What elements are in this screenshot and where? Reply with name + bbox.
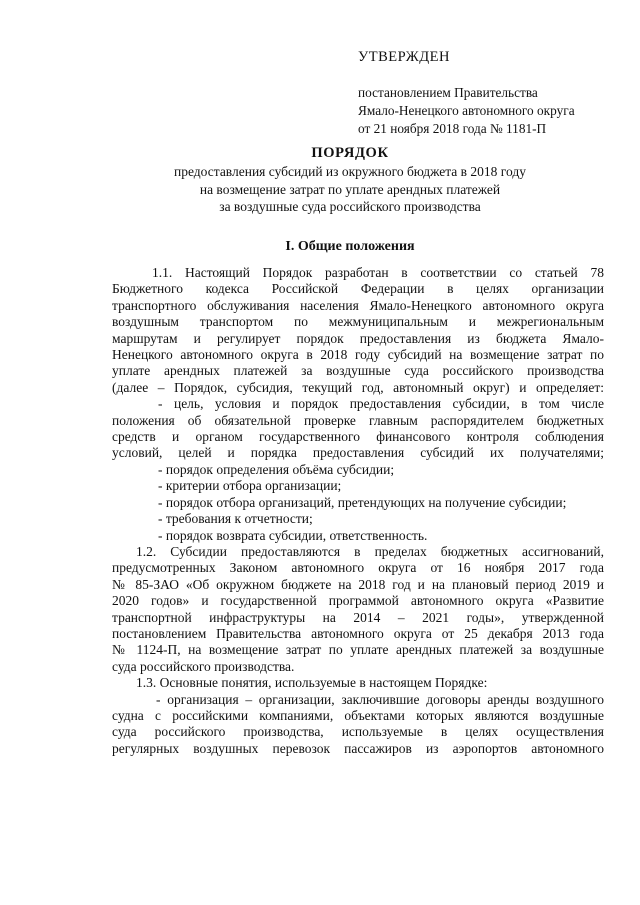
- paragraph-line: уплате арендных платежей за воздушные суда российского производства: [112, 363, 604, 379]
- paragraph-line: 1.3. Основные понятия, используемые в настоящем Порядке:: [136, 675, 488, 691]
- document-subtitle-line: за воздушные суда российского производства: [219, 199, 481, 214]
- list-item: - критерии отбора организации;: [158, 478, 342, 494]
- list-item: - требования к отчетности;: [158, 511, 313, 527]
- approval-block: [358, 48, 575, 138]
- paragraph-line: постановлением Правительства автономного округа от 25 декабря 2013 года: [112, 625, 604, 641]
- list-item: - порядок возврата субсидии, ответственность.: [158, 527, 428, 543]
- paragraph-line: транспортной инфраструктуры на 2014 – 2021 годы», утвержденной: [112, 609, 604, 625]
- section-title: I. Общие положения: [285, 239, 415, 254]
- paragraph-line: Ненецкого автономного округа в 2018 году субсидий на возмещение затрат по: [112, 347, 604, 363]
- list-item-line: суда российского производства, используемые в целях осуществления: [112, 724, 604, 740]
- list-item-line: судна с российскими компаниями, объектами которых являются воздушные: [112, 707, 604, 723]
- paragraph-line: (далее – Порядок, субсидия, текущий год, автономный округ) и определяет:: [112, 379, 604, 395]
- paragraph-line: транспортного обслуживания населения Ямало-Ненецкого автономного округа: [112, 297, 604, 313]
- paragraph-line: воздушным транспортом по межмуниципальным и межрегиональным: [112, 314, 604, 330]
- list-item-line: средств и органом государственного финансового контроля соблюдения: [112, 429, 604, 445]
- paragraph-line: № 85-ЗАО «Об окружном бюджете на 2018 год и на плановый период 2019 и: [112, 576, 604, 592]
- paragraph-line: 2020 годов» и государственной программой автономного округа «Развитие: [112, 593, 604, 609]
- list-item: - порядок определения объёма субсидии;: [158, 461, 395, 477]
- list-item-line: - цель, условия и порядок предоставления субсидии, в том числе: [158, 396, 604, 412]
- document-body: [112, 265, 604, 757]
- approval-line: Ямало-Ненецкого автономного округа: [358, 103, 575, 118]
- paragraph-line: суда российского производства.: [112, 658, 295, 674]
- list-item: - порядок отбора организаций, претендующих на получение субсидии;: [158, 494, 567, 510]
- paragraph-line: 1.2. Субсидии предоставляются в пределах бюджетных ассигнований,: [136, 543, 604, 559]
- approval-line: от 21 ноября 2018 года № 1181-П: [358, 121, 547, 136]
- paragraph-line: Бюджетного кодекса Российской Федерации в целях организации: [112, 281, 604, 297]
- approval-title: УТВЕРЖДЕН: [358, 49, 450, 65]
- approval-line: постановлением Правительства: [358, 85, 538, 100]
- document-heading: [0, 144, 640, 216]
- document-subtitle-line: на возмещение затрат по уплате арендных платежей: [199, 181, 501, 197]
- paragraph-line: № 1124-П, на возмещение затрат по уплате арендных платежей за воздушные: [112, 642, 604, 658]
- list-item-line: регулярных воздушных перевозок пассажиров из аэропортов автономного: [112, 740, 604, 756]
- document-title: ПОРЯДОК: [311, 145, 389, 161]
- paragraph-line: маршрутам и регулирует порядок предоставления из бюджета Ямало-: [112, 330, 604, 346]
- list-item-line: - организация – организации, заключившие договоры аренды воздушного: [156, 691, 604, 707]
- list-item-line: условий, целей и порядка предоставления субсидий их получателями;: [112, 445, 604, 461]
- paragraph-line: предусмотренных Законом автономного округа от 16 ноября 2017 года: [112, 560, 604, 576]
- list-item-line: положения об обязательной проверке главным распорядителем бюджетных: [112, 412, 604, 428]
- paragraph-line: 1.1. Настоящий Порядок разработан в соответствии со статьей 78: [152, 265, 604, 280]
- document-subtitle-line: предоставления субсидий из окружного бюджета в 2018 году: [174, 164, 526, 179]
